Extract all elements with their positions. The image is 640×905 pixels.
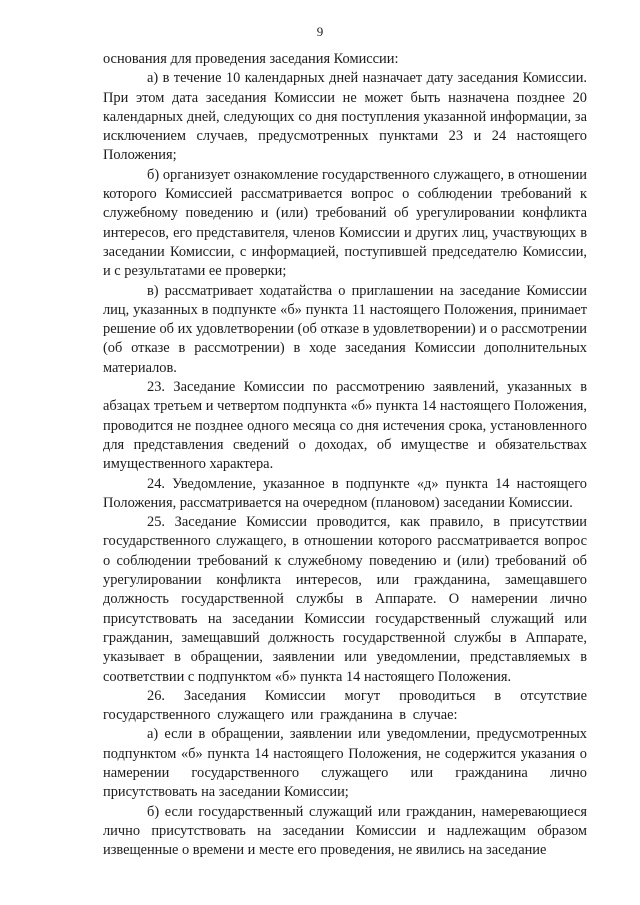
paragraph-26-b: б) если государственный служащий или гражданин, намеревающиеся лично присутствовать на заседании Комиссии и надлежащим образом извещенные о времени и месте его проведения, не явились на заседание bbox=[103, 803, 587, 859]
paragraph-22-b: б) организует ознакомление государственного служащего, в отношении которого Комиссией рассматривается вопрос о соблюдении требований к служебному поведению и (или) требований об урегулировании конфликта интересов, его представителя, членов Комиссии и других лиц, участвующих в заседании Комиссии, с информацией, поступившей председателю Комиссии, и с результатами ее проверки; bbox=[103, 166, 587, 280]
paragraph-22-v: в) рассматривает ходатайства о приглашении на заседание Комиссии лиц, указанных в подпункте «б» пункта 11 настоящего Положения, принимает решение об их удовлетворении (об отказе в удовлетворении) и о рассмотрении (об отказе в рассмотрении) в ходе заседания Комиссии дополнительных материалов. bbox=[103, 282, 587, 376]
page-number: 9 bbox=[316, 24, 324, 39]
paragraph-26: 26. Заседания Комиссии могут проводиться в отсутствие государственного служащего или гражданина в случае: bbox=[103, 687, 587, 724]
paragraph-26-a: а) если в обращении, заявлении или уведомлении, предусмотренных подпунктом «б» пункта 14 настоящего Положения, не содержится указания о намерении государственного служащего или гражданина лично присутствовать на заседании Комиссии; bbox=[103, 726, 587, 801]
paragraph-continuation: основания для проведения заседания Комиссии: bbox=[103, 51, 399, 67]
paragraph-23: 23. Заседание Комиссии по рассмотрению заявлений, указанных в абзацах третьем и четвертом подпункта «б» пункта 14 настоящего Положения, проводится не позднее одного месяца со дня истечения срока, установленного для представления сведений о доходах, об имуществе и обязательствах имущественного характера. bbox=[103, 379, 587, 473]
paragraph-24: 24. Уведомление, указанное в подпункте «д» пункта 14 настоящего Положения, рассматривается на очередном (плановом) заседании Комиссии. bbox=[103, 475, 587, 511]
document-body bbox=[103, 50, 587, 860]
paragraph-22-a: а) в течение 10 календарных дней назначает дату заседания Комиссии. При этом дата заседания Комиссии не может быть назначена позднее 20 календарных дней, следующих со дня поступления указанной информации, за исключением случаев, предусмотренных пунктами 23 и 24 настоящего Положения; bbox=[103, 70, 587, 164]
paragraph-25: 25. Заседание Комиссии проводится, как правило, в присутствии государственного служащего, в отношении которого рассматривается вопрос о соблюдении требований к служебному поведению и (или) требований об урегулировании конфликта интересов, или гражданина, замещавшего должность государственной службы в Аппарате. О намерении лично присутствовать на заседании Комиссии государственный служащий или гражданин, замещавший должность государственной службы в Аппарате, указывает в обращении, заявлении или уведомлении, представляемых в соответствии с подпунктом «б» пункта 14 настоящего Положения. bbox=[103, 514, 587, 685]
